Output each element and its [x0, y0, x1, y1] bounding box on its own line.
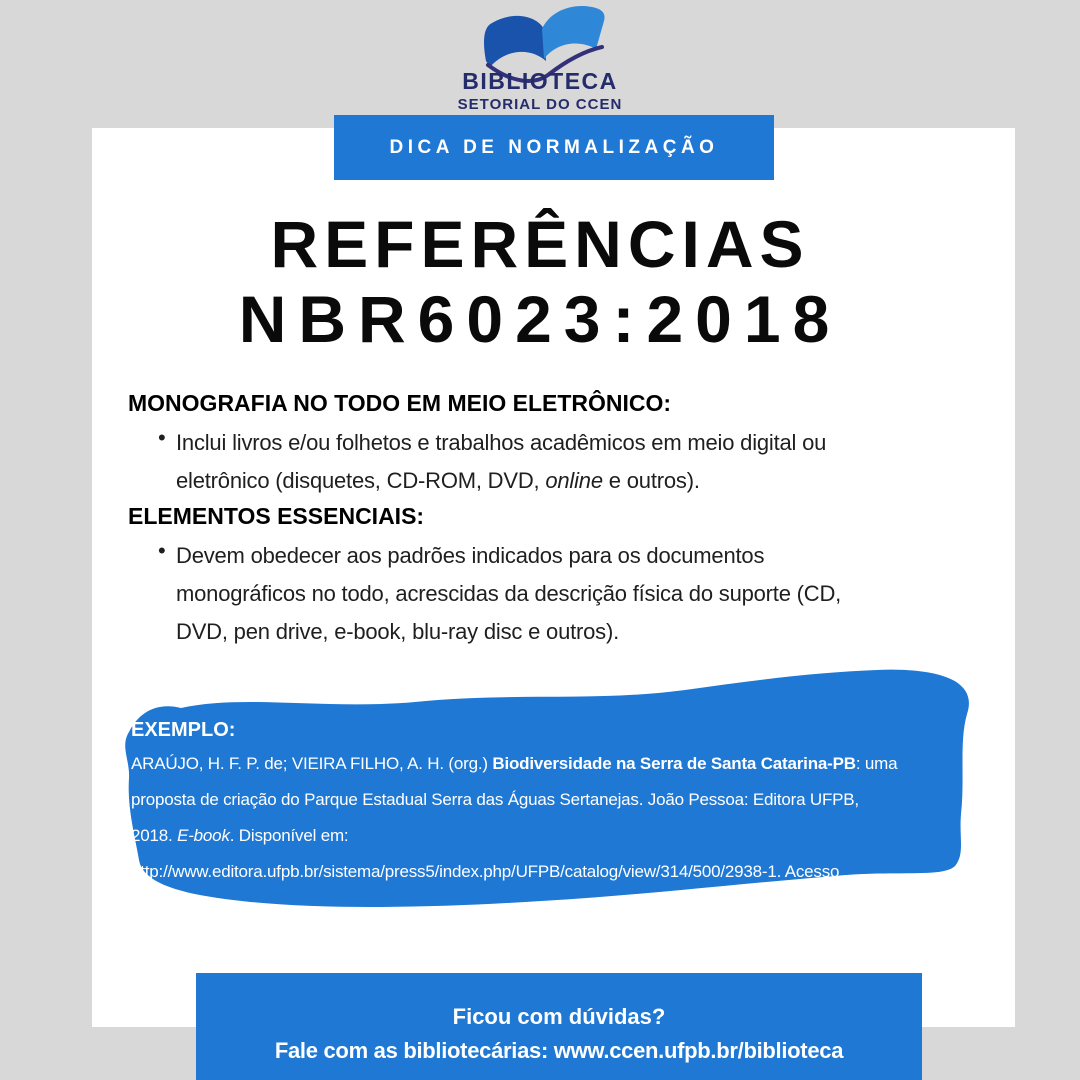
section-heading: ELEMENTOS ESSENCIAIS:: [128, 503, 425, 529]
bullet-item: [128, 424, 1008, 500]
bullet-item: [128, 537, 1008, 651]
bullet-text: Inclui livros e/ou folhetos e trabalhos acadêmicos em meio digital ou eletrônico (disquetes, CD-ROM, DVD, online e outros).: [176, 430, 827, 493]
logo-title: BIBLIOTECA: [462, 68, 618, 94]
example-heading: EXEMPLO:: [131, 719, 236, 741]
section-elementos: [128, 501, 1008, 651]
page-title: [0, 206, 1080, 356]
contact-website: Fale com as bibliotecárias: www.ccen.ufpb.br/biblioteca: [274, 1038, 844, 1063]
bullet-icon: •: [158, 425, 166, 450]
page-title-line2: NBR6023:2018: [238, 282, 842, 356]
example-citation: [131, 716, 983, 926]
tip-banner-label: DICA DE NORMALIZAÇÃO: [389, 136, 719, 158]
example-highlight-box: [95, 656, 995, 924]
section-monografia: [128, 388, 1008, 500]
bullet-text: Devem obedecer aos padrões indicados para os documentos monográficos no todo, acrescidas da descrição física do suporte (CD, DVD, pen drive, e-book, blu-ray disc e outros).: [176, 543, 842, 644]
section-heading: MONOGRAFIA NO TODO EM MEIO ELETRÔNICO:: [128, 390, 672, 416]
contact-banner: [196, 973, 922, 1080]
logo-subtitle: SETORIAL DO CCEN: [457, 96, 623, 113]
bullet-icon: •: [158, 538, 166, 563]
page-title-line1: REFERÊNCIAS: [270, 207, 810, 281]
contact-question: Ficou com dúvidas?: [452, 1004, 666, 1029]
tip-banner: [334, 115, 774, 180]
example-citation-lines: ARAÚJO, H. F. P. de; VIEIRA FILHO, A. H. (org.) Biodiversidade na Serra de Santa Catarina-PB: uma proposta de criação do Parque Estadual Serra das Águas Sertanejas. João Pessoa: Editora UFPB, 2018. E-book. Disponível em: http://www.editora.ufpb.br/sistema/press5/index.php/UFPB/catalog/view/314/500/2938-1. Acesso em: 26 ago. 22.: [131, 754, 898, 917]
